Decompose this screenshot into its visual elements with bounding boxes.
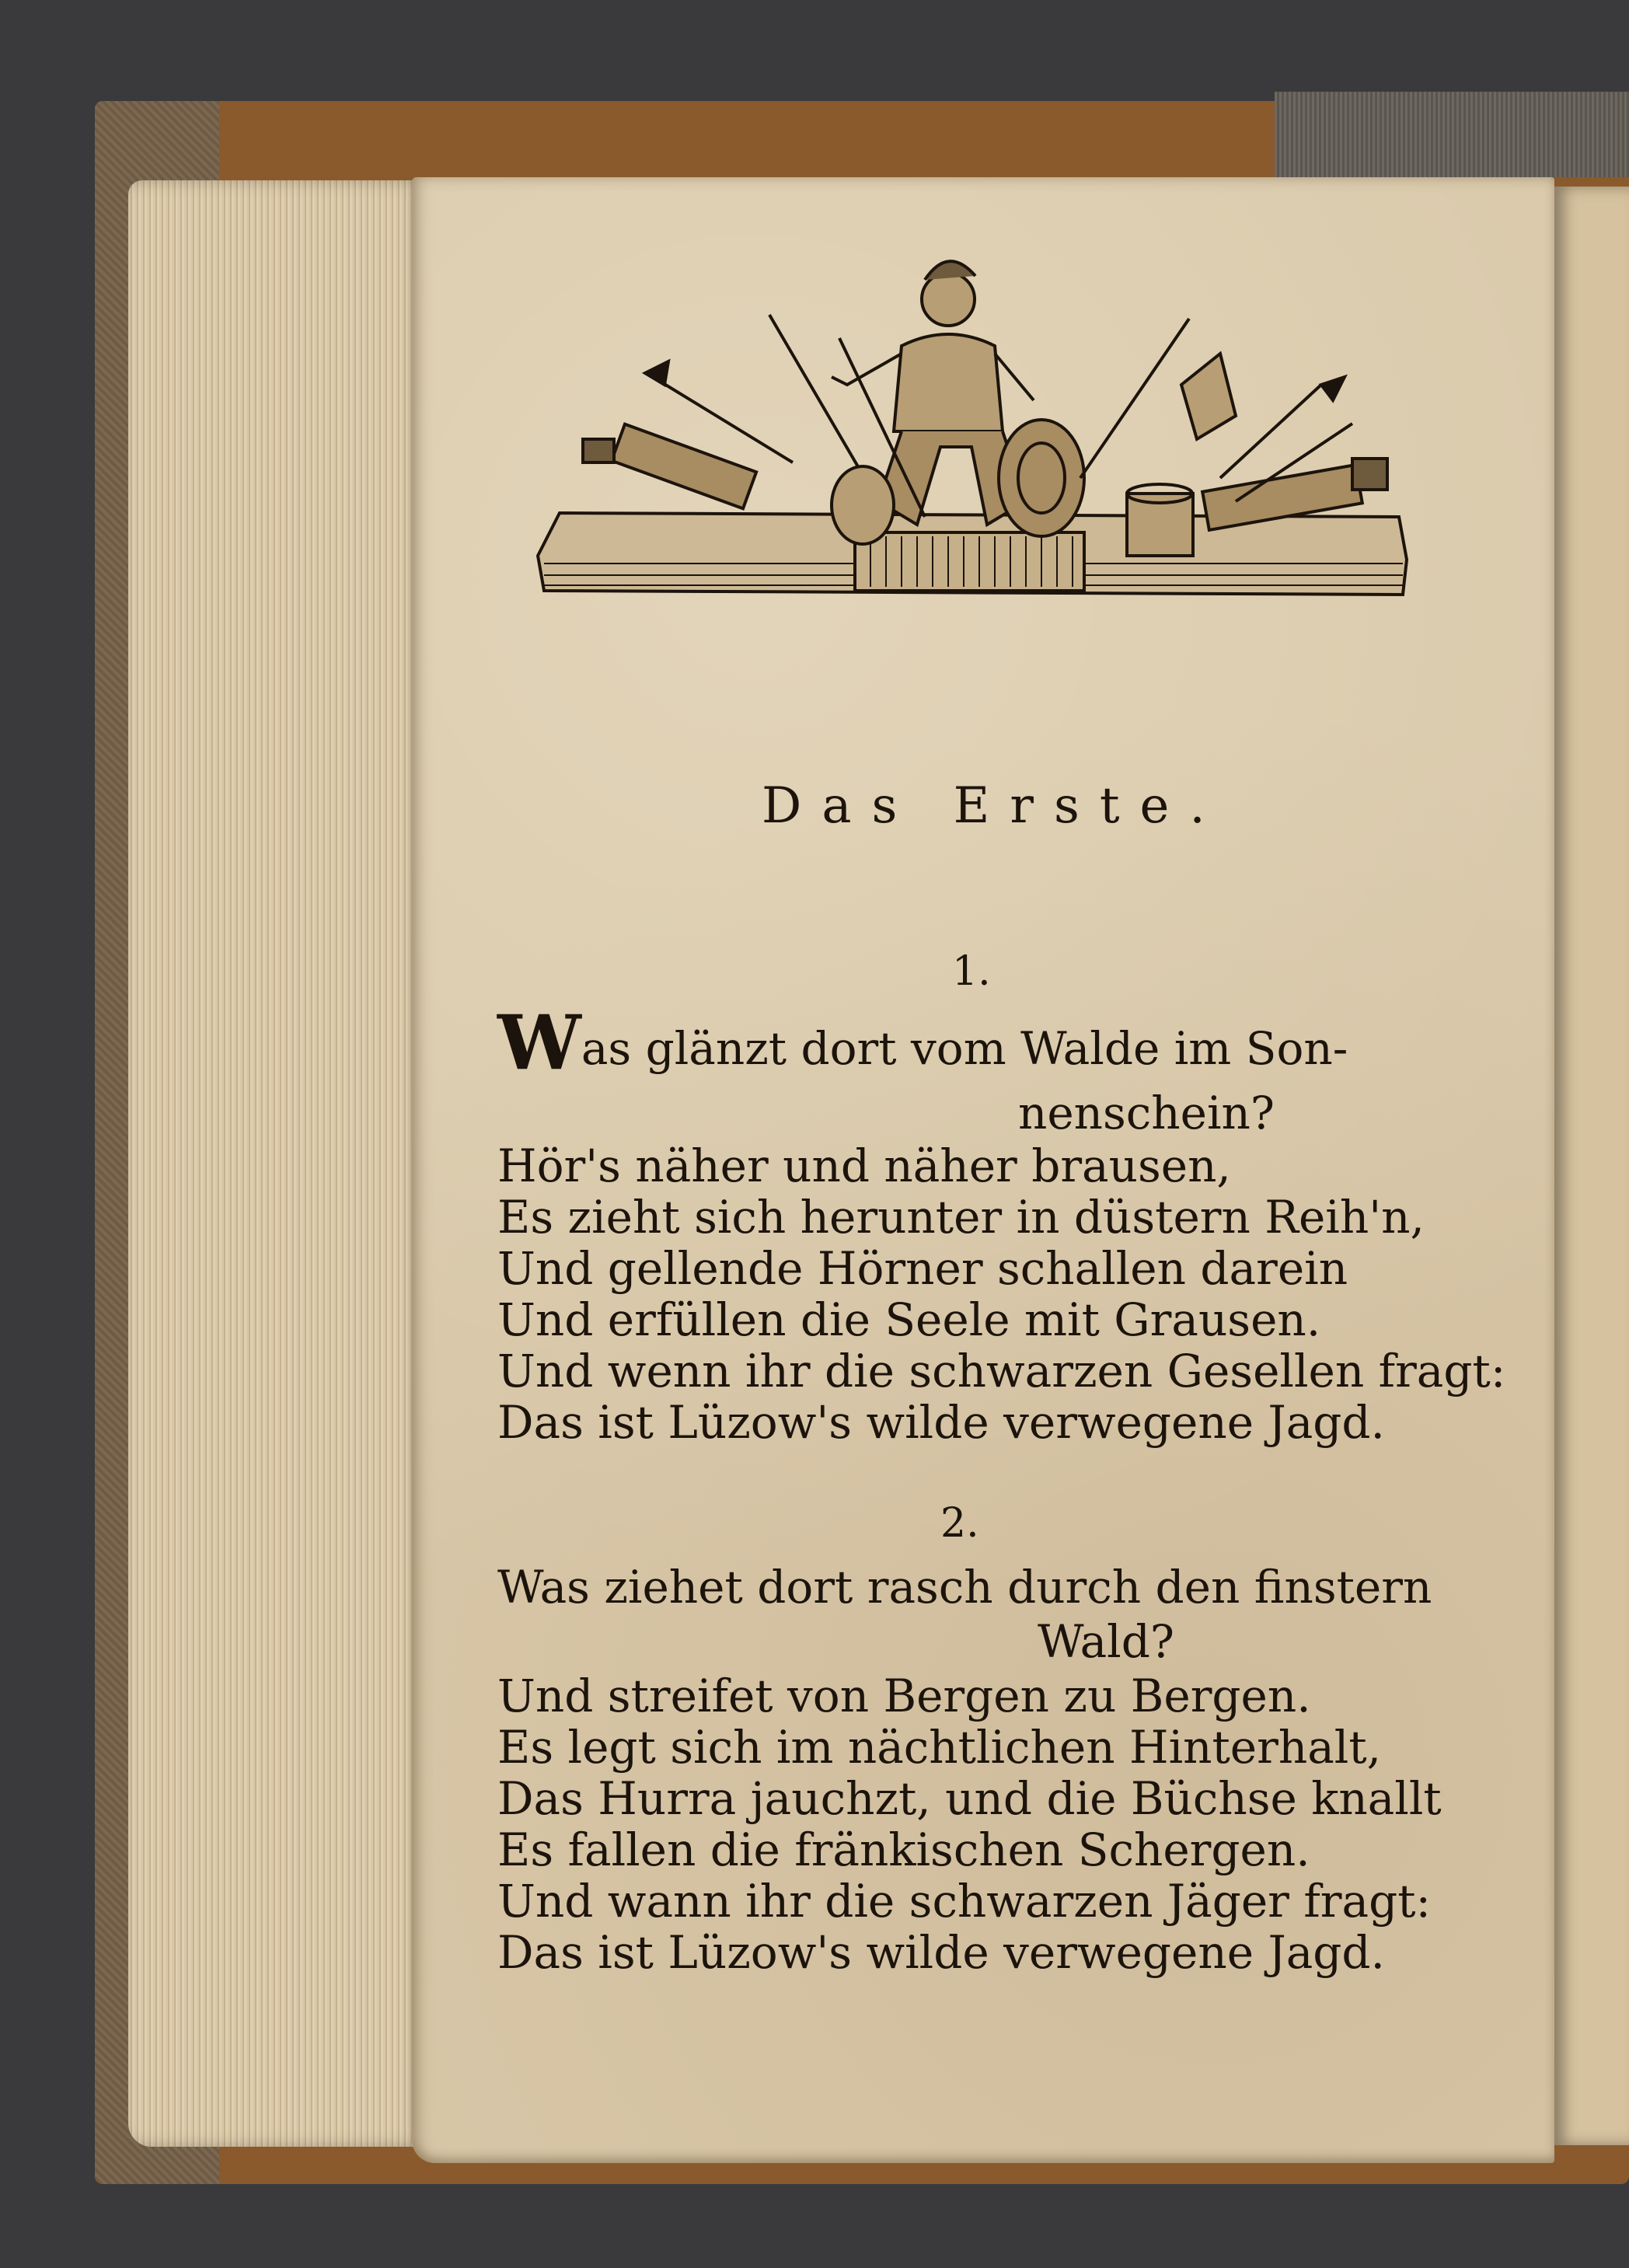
stanza-2-line-1-cont: Wald? [1038,1615,1174,1668]
stanza-2-line-7: Das ist Lüzow's wilde verwegene Jagd. [497,1926,1385,1979]
stanza-2-line-2: Und streifet von Bergen zu Bergen. [497,1670,1311,1722]
drop-initial: W [497,999,581,1087]
stanza-2-line-4: Das Hurra jauchzt, und die Büchse knallt [497,1772,1442,1825]
facing-page [1553,187,1629,2145]
stanza-2-line-6: Und wann ihr die schwarzen Jäger fragt: [497,1875,1432,1928]
headband [1275,92,1629,177]
stanza-2-line-5: Es fallen die fränkischen Schergen. [497,1823,1310,1876]
stanza-1-line-1-text: as glänzt dort vom Walde im Son- [581,1022,1348,1075]
stanza-1-line-1 [497,999,1348,1087]
stanza-1-line-4: Und gellende Hörner schallen darein [497,1242,1348,1295]
stanza-1-line-5: Und erfüllen die Seele mit Grausen. [497,1293,1321,1346]
trophy-of-arms-woodcut-icon [536,245,1411,630]
stanza-1-line-2: Hör's näher und näher brausen, [497,1139,1231,1192]
stanza-2-line-1: Was ziehet dort rasch durch den finstern [497,1561,1432,1614]
stanza-number-2: 2. [940,1500,979,1547]
chapter-heading: Das Erste. [762,777,1226,835]
page-edges [128,180,424,2147]
stanza-number-1: 1. [952,948,991,995]
stanza-1-line-6: Und wenn ihr die schwarzen Gesellen fragt: [497,1345,1506,1397]
stanza-1-line-3: Es zieht sich herunter in düstern Reih'n, [497,1191,1425,1244]
stanza-2-line-3: Es legt sich im nächtlichen Hinterhalt, [497,1721,1382,1774]
stanza-1-line-1-cont: nenschein? [1018,1087,1275,1139]
stanza-1-line-7: Das ist Lüzow's wilde verwegene Jagd. [497,1396,1385,1449]
